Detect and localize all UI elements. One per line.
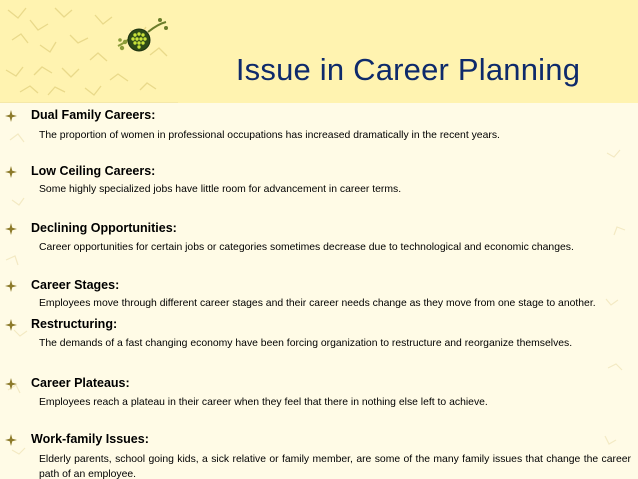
bullet-icon xyxy=(4,165,18,179)
item-text: Elderly parents, school going kids, a sick relative or family member, are some of the many family issues that change the career path of an employee. xyxy=(39,454,631,479)
bullet-icon xyxy=(4,377,18,391)
item-heading: Restructuring: xyxy=(31,317,118,331)
bullet-icon xyxy=(4,109,18,123)
item-text: The demands of a fast changing economy have been forcing organization to restructure and reorganize themselves. xyxy=(39,338,573,349)
item-text: The proportion of women in professional occupations has increased dramatically in the recent years. xyxy=(39,130,500,141)
item-text: Some highly specialized jobs have little room for advancement in career terms. xyxy=(39,184,402,195)
item-heading: Dual Family Careers: xyxy=(31,108,156,122)
item-heading: Declining Opportunities: xyxy=(31,221,177,235)
item-text: Employees reach a plateau in their career when they feel that there in nothing else left to achieve. xyxy=(39,397,488,408)
logo-icon xyxy=(100,2,170,72)
item-text: Career opportunities for certain jobs or categories sometimes decrease due to technological and economic changes. xyxy=(39,242,574,253)
item-heading: Low Ceiling Careers: xyxy=(31,164,156,178)
item-heading: Work-family Issues: xyxy=(31,432,149,446)
bullet-icon xyxy=(4,279,18,293)
bullet-icon xyxy=(4,222,18,236)
item-text: Employees move through different career stages and their career needs change as they move from one stage to another. xyxy=(39,298,596,309)
item-heading: Career Stages: xyxy=(31,278,120,292)
slide-title: Issue in Career Planning xyxy=(235,52,581,87)
bullet-icon xyxy=(4,318,18,332)
bullet-icon xyxy=(4,433,18,447)
item-heading: Career Plateaus: xyxy=(31,376,130,390)
